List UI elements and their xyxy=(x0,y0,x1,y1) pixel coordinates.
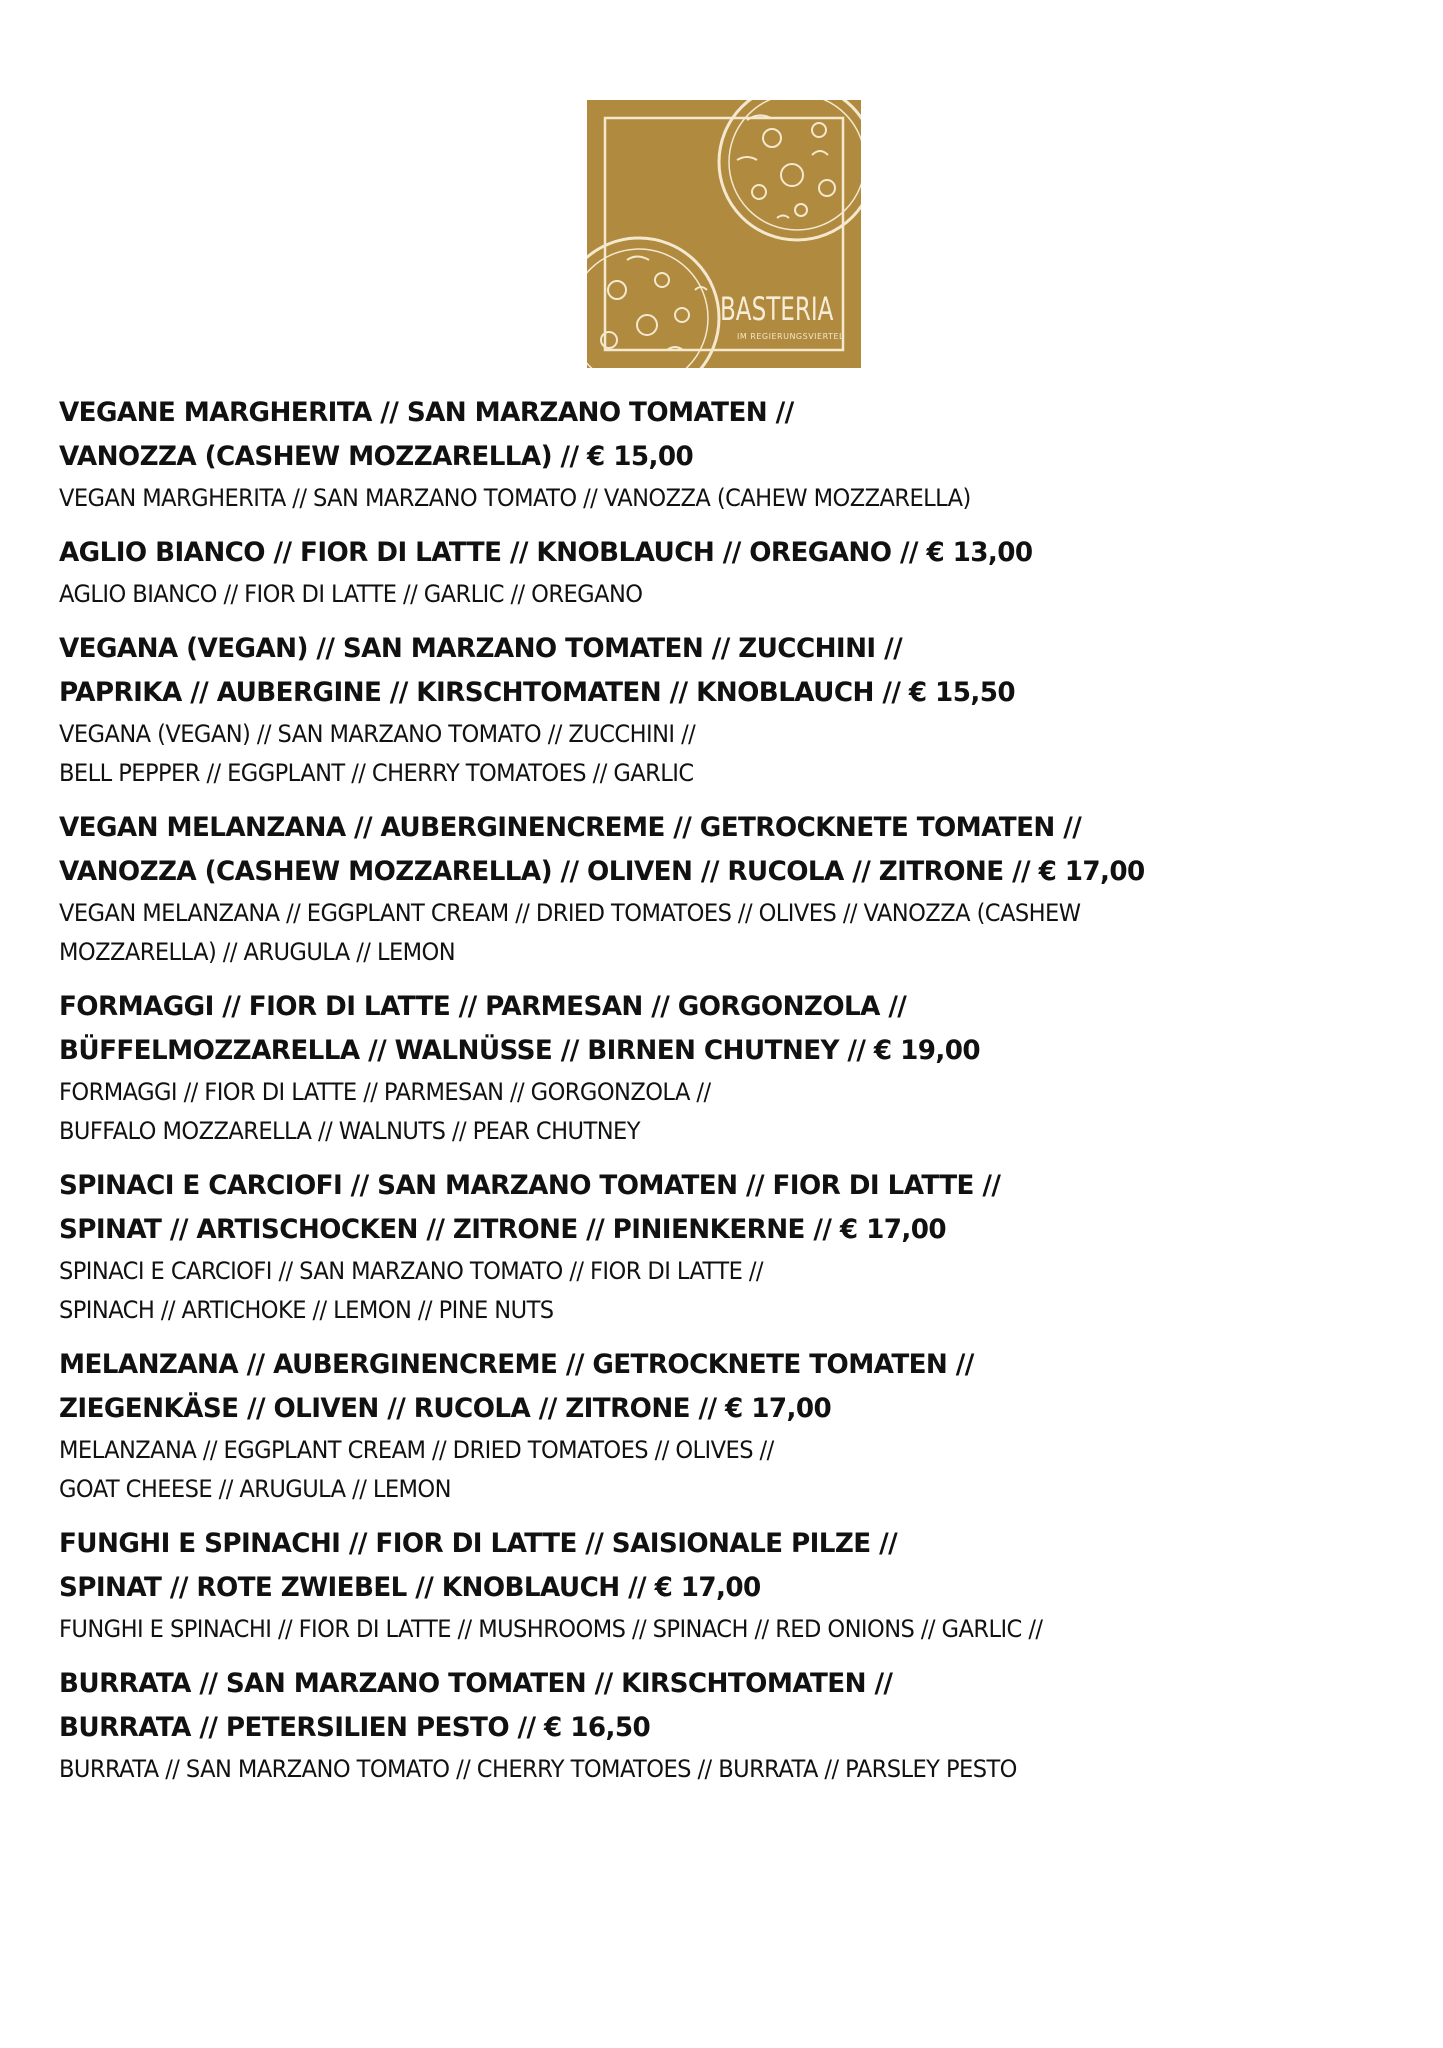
item-title-german: MELANZANA // AUBERGINENCREME // GETROCKNETE TOMATEN // xyxy=(59,1349,974,1380)
item-title-german: PAPRIKA // AUBERGINE // KIRSCHTOMATEN // KNOBLAUCH // € 15,50 xyxy=(59,677,1015,708)
menu-item xyxy=(59,531,1399,614)
menu-item xyxy=(59,806,1399,972)
item-title-german: VEGANA (VEGAN) // SAN MARZANO TOMATEN // ZUCCHINI // xyxy=(59,633,903,664)
item-description-english: BUFFALO MOZZARELLA // WALNUTS // PEAR CHUTNEY xyxy=(59,1117,640,1145)
item-description-english: SPINACH // ARTICHOKE // LEMON // PINE NUTS xyxy=(59,1296,554,1324)
item-description-english: AGLIO BIANCO // FIOR DI LATTE // GARLIC // OREGANO xyxy=(59,580,643,608)
basteria-logo xyxy=(587,100,861,368)
item-description-english: VEGANA (VEGAN) // SAN MARZANO TOMATO // ZUCCHINI // xyxy=(59,720,696,748)
item-title-german: ZIEGENKÄSE // OLIVEN // RUCOLA // ZITRONE // € 17,00 xyxy=(59,1393,832,1424)
item-title-german: SPINAT // ARTISCHOCKEN // ZITRONE // PINIENKERNE // € 17,00 xyxy=(59,1214,947,1245)
menu-item xyxy=(59,1522,1399,1649)
item-title-german: SPINACI E CARCIOFI // SAN MARZANO TOMATEN // FIOR DI LATTE // xyxy=(59,1170,1001,1201)
item-description-english: FORMAGGI // FIOR DI LATTE // PARMESAN // GORGONZOLA // xyxy=(59,1078,711,1106)
logo-name: BASTERIA xyxy=(720,290,834,328)
item-title-german: FUNGHI E SPINACHI // FIOR DI LATTE // SAISIONALE PILZE // xyxy=(59,1528,898,1559)
item-description-english: FUNGHI E SPINACHI // FIOR DI LATTE // MUSHROOMS // SPINACH // RED ONIONS // GARLIC // xyxy=(59,1615,1043,1643)
item-title-german: VEGANE MARGHERITA // SAN MARZANO TOMATEN // xyxy=(59,397,794,428)
menu-item xyxy=(59,1343,1399,1509)
item-description-english: MELANZANA // EGGPLANT CREAM // DRIED TOMATOES // OLIVES // xyxy=(59,1436,774,1464)
menu-item xyxy=(59,1662,1399,1789)
item-title-german: BURRATA // SAN MARZANO TOMATEN // KIRSCHTOMATEN // xyxy=(59,1668,893,1699)
item-description-english: VEGAN MARGHERITA // SAN MARZANO TOMATO // VANOZZA (CAHEW MOZZARELLA) xyxy=(59,484,971,512)
pizza-menu-list xyxy=(59,391,1399,1802)
item-title-german: BURRATA // PETERSILIEN PESTO // € 16,50 xyxy=(59,1712,651,1743)
item-title-german: VANOZZA (CASHEW MOZZARELLA) // OLIVEN // RUCOLA // ZITRONE // € 17,00 xyxy=(59,856,1145,887)
item-title-german: AGLIO BIANCO // FIOR DI LATTE // KNOBLAUCH // OREGANO // € 13,00 xyxy=(59,537,1033,568)
item-title-german: BÜFFELMOZZARELLA // WALNÜSSE // BIRNEN CHUTNEY // € 19,00 xyxy=(59,1035,981,1066)
menu-item xyxy=(59,627,1399,793)
item-description-english: SPINACI E CARCIOFI // SAN MARZANO TOMATO // FIOR DI LATTE // xyxy=(59,1257,763,1285)
item-description-english: MOZZARELLA) // ARUGULA // LEMON xyxy=(59,938,456,966)
item-title-german: VANOZZA (CASHEW MOZZARELLA) // € 15,00 xyxy=(59,441,694,472)
item-description-english: BURRATA // SAN MARZANO TOMATO // CHERRY TOMATOES // BURRATA // PARSLEY PESTO xyxy=(59,1755,1017,1783)
item-description-english: GOAT CHEESE // ARUGULA // LEMON xyxy=(59,1475,451,1503)
item-title-german: SPINAT // ROTE ZWIEBEL // KNOBLAUCH // € 17,00 xyxy=(59,1572,761,1603)
menu-item xyxy=(59,1164,1399,1330)
menu-item xyxy=(59,985,1399,1151)
item-description-english: VEGAN MELANZANA // EGGPLANT CREAM // DRIED TOMATOES // OLIVES // VANOZZA (CASHEW xyxy=(59,899,1081,927)
menu-item xyxy=(59,391,1399,518)
logo-subtitle: IM REGIERUNGSVIERTEL xyxy=(737,332,844,341)
item-description-english: BELL PEPPER // EGGPLANT // CHERRY TOMATOES // GARLIC xyxy=(59,759,694,787)
item-title-german: VEGAN MELANZANA // AUBERGINENCREME // GETROCKNETE TOMATEN // xyxy=(59,812,1082,843)
item-title-german: FORMAGGI // FIOR DI LATTE // PARMESAN // GORGONZOLA // xyxy=(59,991,907,1022)
